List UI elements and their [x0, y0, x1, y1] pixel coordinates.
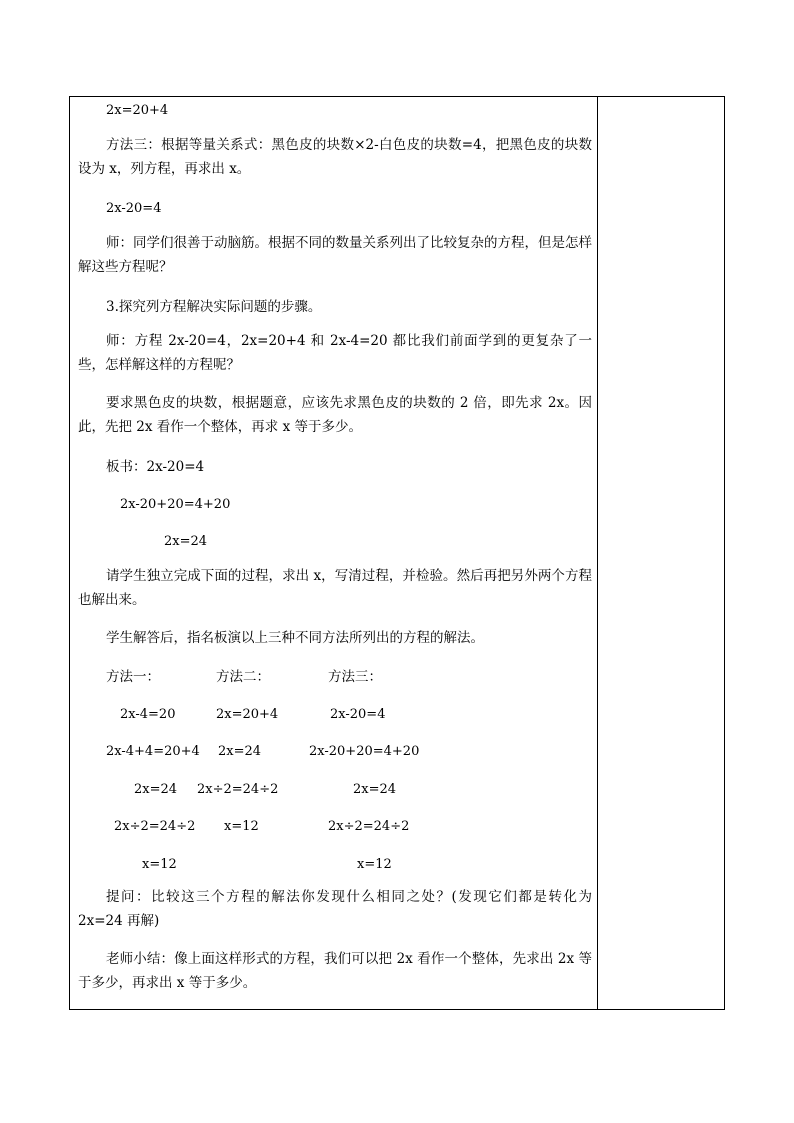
- column-divider: [597, 97, 598, 1009]
- method3-step: x=12: [357, 857, 392, 872]
- method2-header: 方法二：: [216, 669, 270, 685]
- method3-step: 2x-20=4: [330, 707, 386, 722]
- step3-heading: 3.探究列方程解决实际问题的步骤。: [106, 299, 322, 315]
- paragraph-question-compare: 提问：比较这三个方程的解法你发现什么相同之处？(发现它们都是转化为 2x=24 再解): [78, 889, 592, 929]
- method3-step: 2x-20+20=4+20: [309, 744, 420, 759]
- paragraph-instruction: 请学生独立完成下面的过程，求出 x，写清过程，并检验。然后再把另外两个方程也解出来。: [78, 568, 592, 608]
- paragraph-explanation: 要求黑色皮的块数，根据题意，应该先求黑色皮的块数的 2 倍，即先求 2x。因此，先把 2x 看作一个整体，再求 x 等于多少。: [78, 395, 592, 435]
- method2-step: 2x=20+4: [216, 707, 279, 722]
- method1-step: 2x-4+4=20+4: [106, 744, 200, 759]
- board-step2: 2x=24: [164, 534, 208, 549]
- method1-step: 2x=24: [134, 782, 178, 797]
- paragraph-teacher-remark: 师：同学们很善于动脑筋。根据不同的数量关系列出了比较复杂的方程，但是怎样解这些方程呢？: [78, 235, 592, 275]
- equation-method3: 2x-20=4: [106, 201, 162, 216]
- method1-header: 方法一：: [106, 669, 160, 685]
- board-step1: 2x-20+20=4+20: [120, 497, 231, 512]
- method2-step: x=12: [224, 819, 259, 834]
- method1-step: 2x-4=20: [120, 707, 176, 722]
- method2-step: 2x=24: [218, 744, 262, 759]
- method3-step: 2x÷2=24÷2: [328, 819, 410, 834]
- method2-step: 2x÷2=24÷2: [197, 782, 279, 797]
- paragraph-after-answer: 学生解答后，指名板演以上三种不同方法所列出的方程的解法。: [106, 630, 484, 646]
- equation-method2: 2x=20+4: [106, 103, 169, 118]
- method1-step: 2x÷2=24÷2: [114, 819, 196, 834]
- board-label: 板书：2x-20=4: [106, 459, 205, 475]
- method1-step: x=12: [142, 857, 177, 872]
- paragraph-teacher-question: 师：方程 2x-20=4，2x=20+4 和 2x-4=20 都比我们前面学到的更复杂了一些，怎样解这样的方程呢？: [78, 333, 592, 373]
- paragraph-method3: 方法三：根据等量关系式：黑色皮的块数×2-白色皮的块数=4，把黑色皮的块数设为 x，列方程，再求出 x。: [78, 137, 592, 177]
- method3-header: 方法三：: [328, 669, 382, 685]
- paragraph-summary: 老师小结：像上面这样形式的方程，我们可以把 2x 看作一个整体，先求出 2x 等于多少，再求出 x 等于多少。: [78, 951, 592, 991]
- lesson-table: [69, 96, 725, 1010]
- lesson-content-cell: [70, 97, 597, 1009]
- method3-step: 2x=24: [353, 782, 397, 797]
